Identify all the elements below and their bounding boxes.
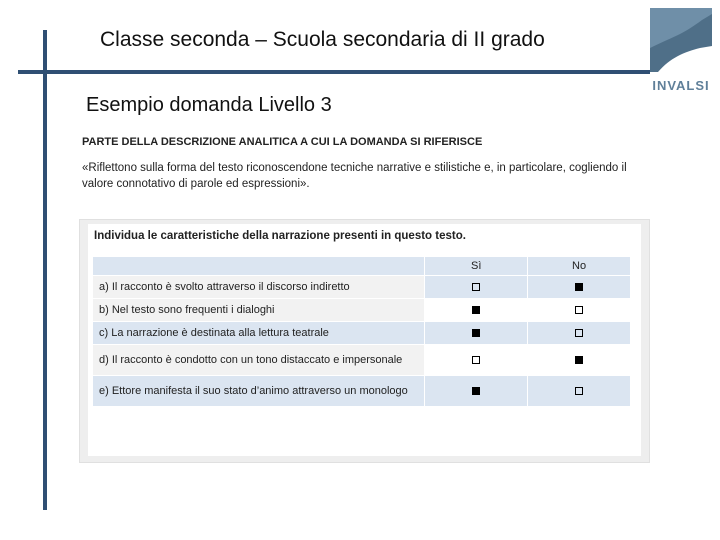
answer-cell-no (528, 376, 631, 407)
checkbox[interactable] (575, 329, 583, 337)
left-vertical-rule (43, 30, 47, 510)
header-horizontal-rule (18, 70, 650, 74)
table-row (93, 299, 631, 322)
row-statement: e) Ettore manifesta il suo stato d’animo attraverso un monologo (93, 376, 425, 407)
page-subtitle: Esempio domanda Livello 3 (86, 94, 332, 116)
checkbox[interactable] (472, 306, 480, 314)
question-panel (88, 224, 641, 456)
checkbox[interactable] (472, 356, 480, 364)
checkbox[interactable] (575, 306, 583, 314)
table-header-row (93, 257, 631, 276)
row-statement: d) Il racconto è condotto con un tono distaccato e impersonale (93, 345, 425, 376)
column-header-no: No (528, 257, 631, 276)
question-prompt: Individua le caratteristiche della narrazione presenti in questo testo. (94, 230, 466, 242)
invalsi-logo (650, 8, 712, 92)
column-header-si: Sì (425, 257, 528, 276)
answer-table (92, 256, 631, 407)
table-row (93, 376, 631, 407)
checkbox[interactable] (575, 387, 583, 395)
checkbox[interactable] (472, 329, 480, 337)
answer-cell-no (528, 345, 631, 376)
table-row (93, 276, 631, 299)
checkbox[interactable] (472, 387, 480, 395)
question-box (79, 219, 650, 463)
answer-cell-si (425, 376, 528, 407)
table-row (93, 322, 631, 345)
answer-cell-si (425, 345, 528, 376)
page-title: Classe seconda – Scuola secondaria di II grado (100, 28, 545, 51)
logo-text: INVALSI (652, 78, 710, 93)
checkbox[interactable] (575, 356, 583, 364)
table-row (93, 345, 631, 376)
logo-mark-icon (650, 8, 712, 72)
row-statement: b) Nel testo sono frequenti i dialoghi (93, 299, 425, 322)
section-quote: «Riflettono sulla forma del testo riconoscendone tecniche narrative e stilistiche e, in particolare, cogliendo il valore connotativo di parole ed espressioni». (82, 162, 627, 190)
answer-cell-si (425, 299, 528, 322)
answer-cell-si (425, 276, 528, 299)
answer-cell-no (528, 276, 631, 299)
header-blank-cell (93, 257, 425, 276)
checkbox[interactable] (472, 283, 480, 291)
answer-cell-si (425, 322, 528, 345)
row-statement: a) Il racconto è svolto attraverso il discorso indiretto (93, 276, 425, 299)
row-statement: c) La narrazione è destinata alla lettura teatrale (93, 322, 425, 345)
section-heading: PARTE DELLA DESCRIZIONE ANALITICA A CUI LA DOMANDA SI RIFERISCE (82, 136, 483, 148)
answer-cell-no (528, 299, 631, 322)
answer-cell-no (528, 322, 631, 345)
checkbox[interactable] (575, 283, 583, 291)
